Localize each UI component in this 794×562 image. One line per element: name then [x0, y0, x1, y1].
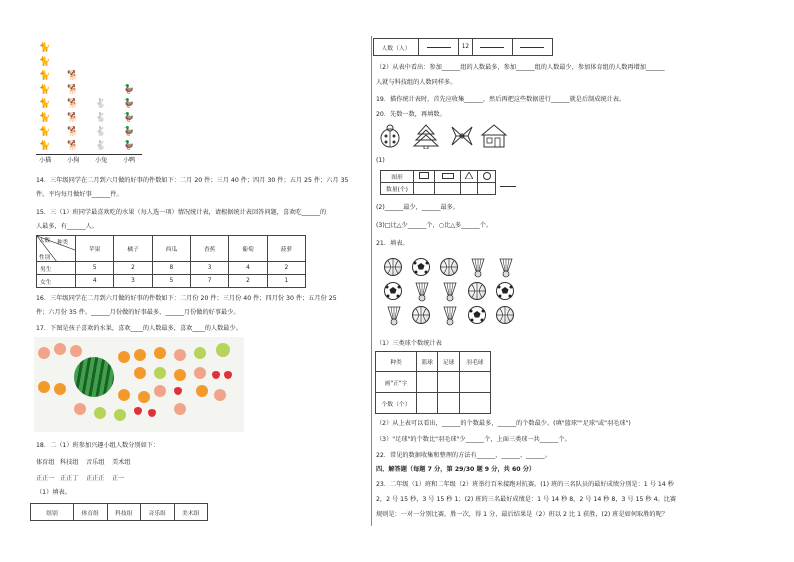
ladybug-icon: [381, 125, 399, 147]
basketball-icon: [384, 258, 402, 276]
pictograph: [36, 36, 146, 166]
q18-group-0: 体育组: [36, 459, 55, 466]
peach-icon: [174, 349, 186, 361]
cat-icon: 🐈: [39, 57, 51, 67]
soccer-ball-icon: [384, 282, 402, 300]
cat-icon: 🐈: [39, 85, 51, 95]
q16-line2: 件；六月份 35 件。______月份做的好事最多，______月份做的好事最少。: [36, 309, 240, 316]
count-row-value: 12: [459, 39, 472, 56]
q21-row1-label: 画"正"字: [376, 372, 417, 393]
q21-cell: [438, 372, 459, 393]
orange-icon: [154, 347, 166, 359]
soccer-ball-icon: [496, 282, 514, 300]
q20-count-label: 数量(个): [381, 183, 414, 195]
pictograph-label-rabbit: 小兔: [95, 157, 108, 164]
pinwheel-icon: [452, 127, 472, 145]
q21-sub2: （2）从上表可以看出，______的个数最多，______的个数最少。(填"篮球""足球"或"羽毛球"): [376, 420, 631, 427]
q18-group-2: 音乐组: [86, 459, 105, 466]
strawberry-icon: [148, 409, 156, 417]
q20-table-blank: [500, 186, 516, 187]
shuttlecock-icon: [470, 258, 486, 278]
q18-table-head: 音乐组: [141, 504, 175, 521]
pear-icon: [114, 409, 126, 421]
dog-icon: 🐕: [67, 141, 79, 151]
pictograph-label-duck: 小鸭: [123, 157, 136, 164]
peach-icon: [54, 343, 66, 355]
q21-head: 足球: [438, 352, 459, 372]
q18-tally-1: 正正丁: [60, 475, 79, 482]
shuttlecock-icon: [442, 282, 458, 302]
q20-count-cell: [435, 183, 460, 195]
orange-icon: [138, 391, 150, 403]
q20-pictures: [378, 123, 518, 149]
house-icon: [482, 125, 506, 147]
q19-line1: 19．描作统计表时，首先应收集______，然后再把这些数据进行______就是后制成统计表。: [376, 96, 626, 103]
q14-line1: 14．三年级同学在二月到六月做的好事的件数如下：二月 20 件；三月 40 件；四月 30 件；五月 25 件；六月 35: [36, 177, 349, 184]
fruit-picture: [34, 337, 244, 432]
q23-line3: 规则是：一对一分别比赛，胜一次，得 1 分，最后结果是（2）班以 2 比 1 获胜，(2) 班是如何取胜的呢？: [376, 511, 668, 518]
q15-cell: 5: [76, 262, 114, 275]
q15-fruit-table: [36, 235, 306, 288]
soccer-ball-icon: [468, 306, 486, 324]
q21-sub3: （3）"足球"的个数比"羽毛球"少______个，上面三类球一共______个。: [376, 436, 571, 443]
q22-line1: 22．常见的数据收集和整理的方法有______、______、______。: [376, 452, 551, 459]
dog-icon: 🐕: [67, 113, 79, 123]
fruit-picture-items: [34, 337, 244, 432]
q20-count-cell: [478, 183, 496, 195]
q18-group-table: [30, 503, 208, 521]
duck-icon: 🦆: [123, 113, 135, 123]
q15-cell: 2: [267, 262, 305, 275]
orange-icon: [118, 389, 130, 401]
orange-icon: [174, 369, 186, 381]
q23-line2: 2，2 号 15 秒，3 号 15 秒 1；(2) 班的三名最好成绩是：1 号 14 秒 8，2 号 14 秒 8，3 号 15 秒 4。比赛: [376, 496, 677, 503]
count-row-blank: [472, 39, 512, 56]
count-row-blank: [512, 39, 552, 56]
rabbit-icon: 🐇: [95, 99, 107, 109]
q21-cell: [417, 393, 438, 414]
q21-cell: [459, 393, 490, 414]
q18-group-1: 科技组: [60, 459, 79, 466]
pear-icon: [94, 407, 106, 419]
orange-icon: [134, 367, 146, 379]
q18-tally-2: 正正正: [86, 475, 105, 482]
q21-head: 种类: [376, 352, 417, 372]
triangle-icon: [460, 171, 478, 183]
q21-balls-picture: [384, 258, 524, 330]
peach-icon: [74, 403, 86, 415]
q15-cell: 4: [229, 262, 267, 275]
q15-cell: 2: [229, 275, 267, 288]
q21-cell: [417, 372, 438, 393]
duck-icon: 🦆: [123, 85, 135, 95]
q15-cell: 8: [152, 262, 190, 275]
q15-head-fruit: 苹果: [76, 236, 114, 262]
q15-cell: 3: [190, 262, 228, 275]
count-row-blank: [419, 39, 459, 56]
q15-cell: 2: [114, 262, 152, 275]
rectangle-icon: [435, 171, 460, 183]
q18-tally-3: 正一: [112, 475, 125, 482]
rabbit-icon: 🐇: [95, 113, 107, 123]
rabbit-icon: 🐇: [95, 141, 107, 151]
shuttlecock-icon: [414, 282, 430, 302]
pictograph-label-dog: 小狗: [67, 157, 80, 164]
dog-icon: 🐕: [67, 71, 79, 81]
strawberry-icon: [212, 371, 220, 379]
shuttlecock-icon: [442, 306, 458, 326]
watermelon-icon: [74, 357, 114, 397]
orange-icon: [196, 385, 208, 397]
shuttlecock-icon: [386, 306, 402, 326]
basketball-icon: [440, 258, 458, 276]
q15-head-fruit: 西瓜: [152, 236, 190, 262]
cat-icon: 🐈: [39, 43, 51, 53]
basketball-icon: [412, 306, 430, 324]
q15-corner-top: 人数: [39, 238, 51, 244]
q15-cell: 4: [76, 275, 114, 288]
q20-sub2: (2)______最少，______最多。: [376, 204, 460, 211]
soccer-ball-icon: [412, 258, 430, 276]
cat-icon: 🐈: [39, 99, 51, 109]
q21-head: 羽毛球: [459, 352, 490, 372]
pear-icon: [154, 367, 166, 379]
q21-row2-label: 个数（个）: [376, 393, 417, 414]
peach-icon: [194, 367, 206, 379]
pictograph-icons: [36, 36, 146, 154]
strawberry-icon: [134, 407, 142, 415]
pear-icon: [194, 347, 206, 359]
peach-icon: [154, 385, 166, 397]
q20-shape-table: [380, 170, 496, 195]
q15-cell: 5: [152, 275, 190, 288]
shuttlecock-icon: [498, 258, 514, 278]
q20-line1: 20．先数一数，再填数。: [376, 111, 446, 118]
q21-ball-table: [375, 351, 491, 414]
q16-line1: 16．三年级同学在二月到六月做的好事的件数如下：二月份 20 件；三月份 40 件；四月份 30 件；五月份 25: [36, 295, 337, 302]
pear-icon: [216, 343, 230, 357]
q15-row-label: 女生: [37, 275, 76, 288]
dog-icon: 🐕: [67, 99, 79, 109]
dog-icon: 🐕: [67, 85, 79, 95]
q20-sub1: (1): [376, 157, 385, 164]
q18-table-head: 科技组: [107, 504, 141, 521]
peach-icon: [70, 345, 82, 357]
duck-icon: 🦆: [123, 141, 135, 151]
peach-icon: [38, 347, 50, 359]
q15-head-fruit: 香蕉: [190, 236, 228, 262]
duck-icon: 🦆: [123, 99, 135, 109]
rabbit-icon: 🐇: [95, 127, 107, 137]
basketball-icon: [468, 282, 486, 300]
q18-tally-0: 正正一: [36, 475, 55, 482]
q15-corner-cell: [37, 236, 76, 262]
q20-count-cell: [460, 183, 478, 195]
cat-icon: 🐈: [39, 127, 51, 137]
orange-icon: [38, 381, 50, 393]
q20-head-label: 图形: [381, 171, 414, 183]
tree-icon: [414, 125, 438, 149]
q15-line2: 人最多，有______人。: [36, 223, 98, 230]
q21-head: 篮球: [417, 352, 438, 372]
orange-icon: [134, 349, 146, 361]
duck-icon: 🦆: [123, 127, 135, 137]
cat-icon: 🐈: [39, 71, 51, 81]
peach-icon: [214, 389, 226, 401]
orange-icon: [118, 351, 130, 363]
q15-cell: 1: [267, 275, 305, 288]
column-divider: [371, 36, 372, 526]
q18b-line1: （2）从表中看出：参加______组的人数最多，参加______组的人数最少，参加体育组的人数再增加______: [376, 64, 665, 71]
section4-title: 四、解答题（每题 7 分，第 29/30 题 9 分，共 60 分）: [376, 466, 536, 473]
q15-cell: 7: [190, 275, 228, 288]
square-icon: [414, 171, 435, 183]
q17-line1: 17．下图是孩子喜欢的水果，喜欢____的人数最多，喜欢____的人数最少。: [36, 325, 242, 332]
strawberry-icon: [224, 371, 232, 379]
q21-line1: 21．填表。: [376, 240, 409, 247]
q20-pictures-svg: [378, 123, 518, 149]
q18-table-head: 组别: [31, 504, 74, 521]
q15-corner-right: 种类: [57, 240, 69, 246]
q18-table-head: 体育组: [74, 504, 108, 521]
basketball-icon: [496, 306, 514, 324]
q18-count-row-table: [373, 38, 553, 56]
q18-sub1: （1）填表。: [36, 489, 71, 496]
q18-line1: 18．二（1）班参加兴趣小组人数分别如下：: [36, 442, 160, 449]
q18-group-3: 美术组: [112, 459, 131, 466]
q21-cell: [459, 372, 490, 393]
q15-corner-bottom: 性别: [39, 255, 51, 261]
peach-icon: [174, 403, 186, 415]
count-row-label: 人数（人）: [374, 39, 419, 56]
q15-head-fruit: 葡萄: [229, 236, 267, 262]
q18b-line2: 人就与科技组的人数同样多。: [376, 79, 457, 86]
circle-icon: [478, 171, 496, 183]
q15-head-fruit: 菠萝: [267, 236, 305, 262]
orange-icon: [54, 383, 66, 395]
q21-cell: [438, 393, 459, 414]
pictograph-label-cat: 小猫: [39, 157, 52, 164]
q15-cell: 3: [114, 275, 152, 288]
q20-count-cell: [414, 183, 435, 195]
q20-sub3: (3)□比△少______个，○比△多______个。: [376, 222, 493, 229]
q18-table-head: 美术组: [174, 504, 208, 521]
q15-head-fruit: 橘子: [114, 236, 152, 262]
q15-line1: 15．三（1）班同学最喜欢吃的水果（每人选一项）情况统计表，请根据统计表回答问题，喜欢吃______的: [36, 209, 327, 216]
strawberry-icon: [174, 387, 182, 395]
q14-line2: 件。平均每月做好事______件。: [36, 191, 123, 198]
pictograph-baseline: [36, 154, 142, 155]
cat-icon: 🐈: [39, 141, 51, 151]
q21-sub1: （1）三类球个数统计表: [376, 340, 442, 347]
q23-line1: 23．二年级（1）班和二年级（2）班举行百米接跑对抗赛。(1) 班的三名队员的最好成绩分别是：1 号 14 秒: [376, 481, 674, 488]
dog-icon: 🐕: [67, 127, 79, 137]
cat-icon: 🐈: [39, 113, 51, 123]
q15-row-label: 男生: [37, 262, 76, 275]
